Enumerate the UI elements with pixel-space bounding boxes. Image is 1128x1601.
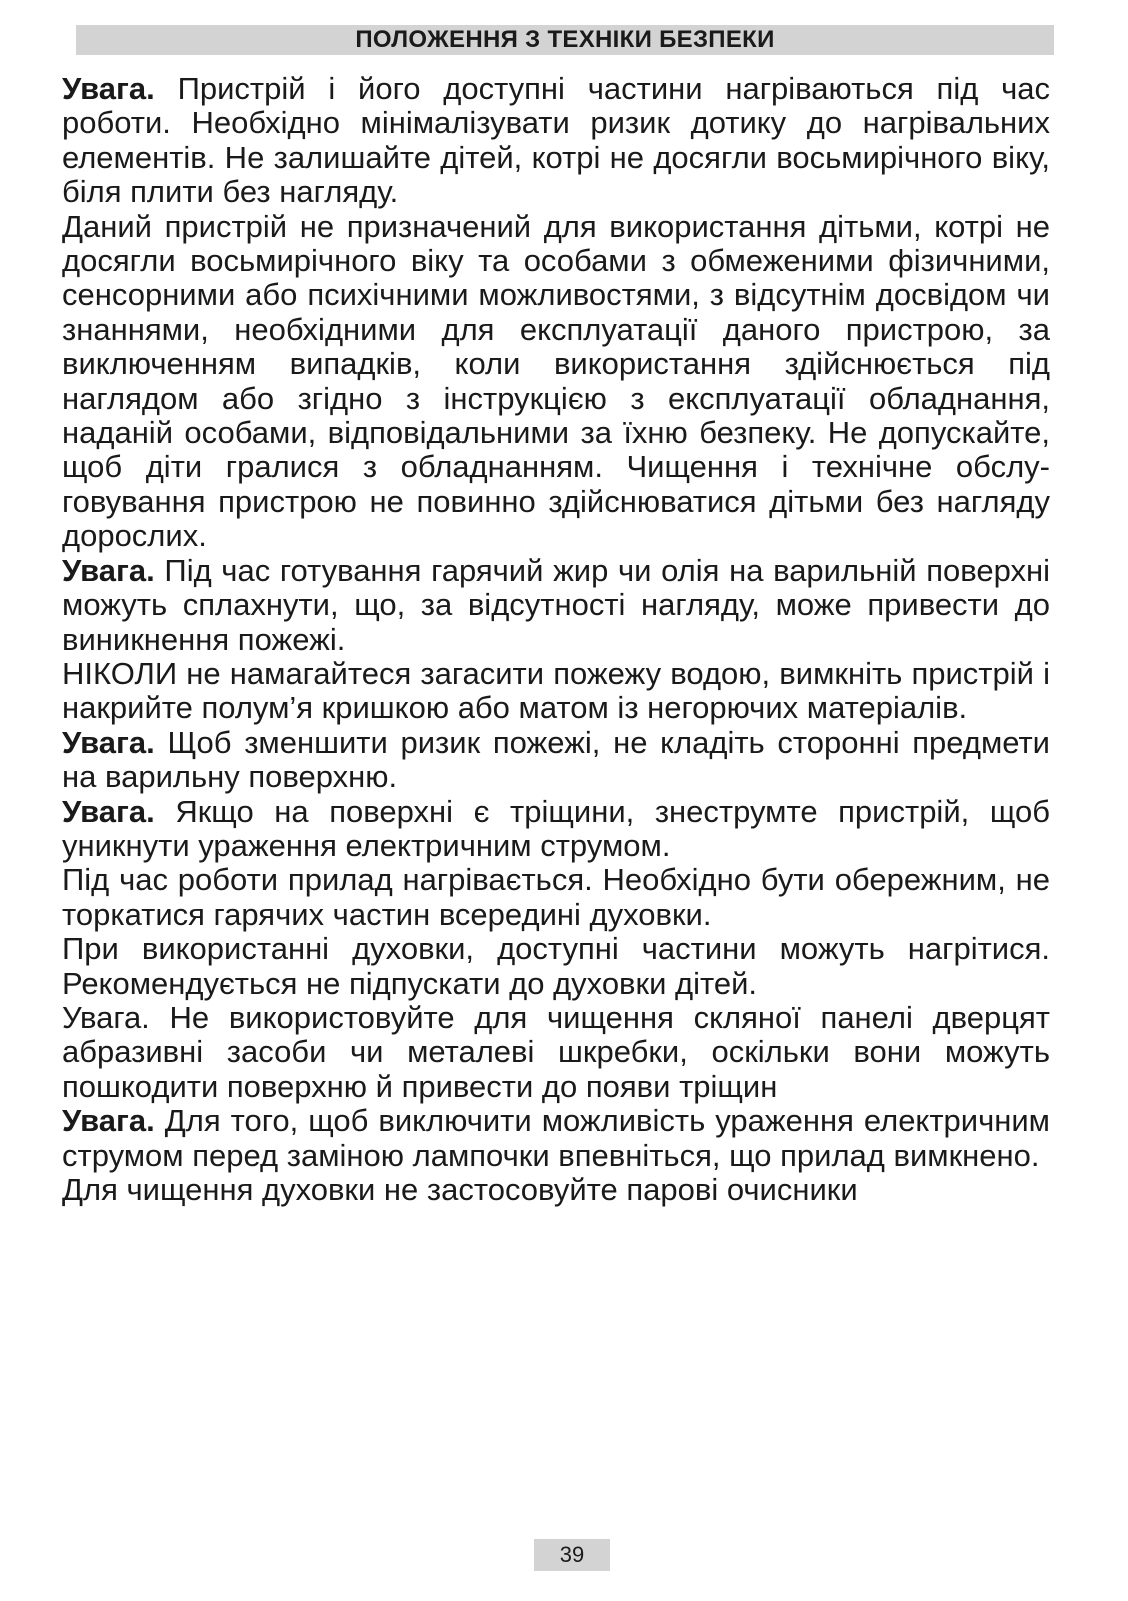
safety-text-body	[62, 72, 1050, 1207]
warning-lead: Увага.	[62, 1103, 155, 1139]
paragraph-text: Під час роботи прилад нагрівається. Необхідно бути обережним, не торкатися гарячих частин всередині духовки.	[62, 862, 1050, 932]
safety-paragraph	[62, 1001, 1050, 1104]
paragraph-text: Для чищення духовки не застосовуйте парові очисники	[62, 1172, 858, 1207]
paragraph-text: Якщо на поверхні є тріщини, знеструмте пристрій, щоб уникнути ураження електричним струмом.	[62, 793, 1050, 863]
safety-paragraph	[62, 726, 1050, 795]
safety-paragraph	[62, 554, 1050, 657]
paragraph-text: Пристрій і його доступні частини нагріваються під час роботи. Необхідно мінімалізувати ризик дотику до нагрівальних елементів. Не залишайте дітей, котрі не досягли восьмирічного віку, біля плити без нагляду.	[62, 71, 1050, 210]
paragraph-text: При використанні духовки, доступні частини можуть нагрітися. Рекомендується не підпускати до духовки дітей.	[62, 931, 1050, 1001]
paragraph-text: Увага. Не використовуйте для чищення скляної панелі дверцят абразивні засоби чи металеві шкребки, оскільки вони можуть пошкодити поверхню й привести до появи тріщин	[62, 999, 1050, 1104]
safety-paragraph	[62, 795, 1050, 864]
paragraph-text: Щоб зменшити ризик пожежі, не кладіть сторонні предмети на варильну поверхню.	[62, 724, 1050, 795]
safety-paragraph	[62, 1173, 1050, 1207]
section-title: ПОЛОЖЕННЯ З ТЕХНІКИ БЕЗПЕКИ	[355, 26, 775, 53]
paragraph-text: Даний пристрій не призначений для використання дітьми, котрі не досягли восьмирічного віку та особами з обмеженими фізичними, сенсорними або психічними можливостями, з відсутнім досвідом чи знаннями, необхідними для експлуатації даного пристрою, за виключенням випадків, коли використання здійснюється під наглядом або згідно з інструкцією з експлуатації обладнання, наданій особами, відповідальними за їхню безпеку. Не допускайте, щоб діти гралися з обладнанням. Чищення і технічне обслуговування пристрою не повинно здійснюватися дітьми без нагляду дорослих.	[62, 208, 1050, 554]
safety-paragraph	[62, 210, 1050, 554]
safety-paragraph	[62, 863, 1050, 932]
warning-lead: Увага.	[62, 724, 155, 760]
safety-paragraph	[62, 657, 1050, 726]
page-number-box	[534, 1539, 610, 1571]
paragraph-text: НІКОЛИ не намагайтеся загасити пожежу водою, вимкніть пристрій і накрийте полум’я кришкою або матом із негорючих матеріалів.	[62, 655, 1050, 726]
safety-paragraph	[62, 1104, 1050, 1173]
paragraph-text: Під час готування гарячий жир чи олія на варильній поверхні можуть сплахнути, що, за відсутності нагляду, може привести до виникнення пожежі.	[62, 552, 1050, 657]
page-number: 39	[559, 1542, 585, 1567]
warning-lead: Увага.	[62, 71, 155, 106]
warning-lead: Увага.	[62, 552, 155, 588]
safety-paragraph	[62, 932, 1050, 1001]
safety-paragraph	[62, 72, 1050, 210]
section-header-bar	[76, 25, 1054, 55]
warning-lead: Увага.	[62, 793, 155, 829]
paragraph-text: Для того, щоб виключити можливість ураження електричним струмом перед заміною лампочки впевніться, що прилад вимкнено.	[62, 1103, 1050, 1173]
